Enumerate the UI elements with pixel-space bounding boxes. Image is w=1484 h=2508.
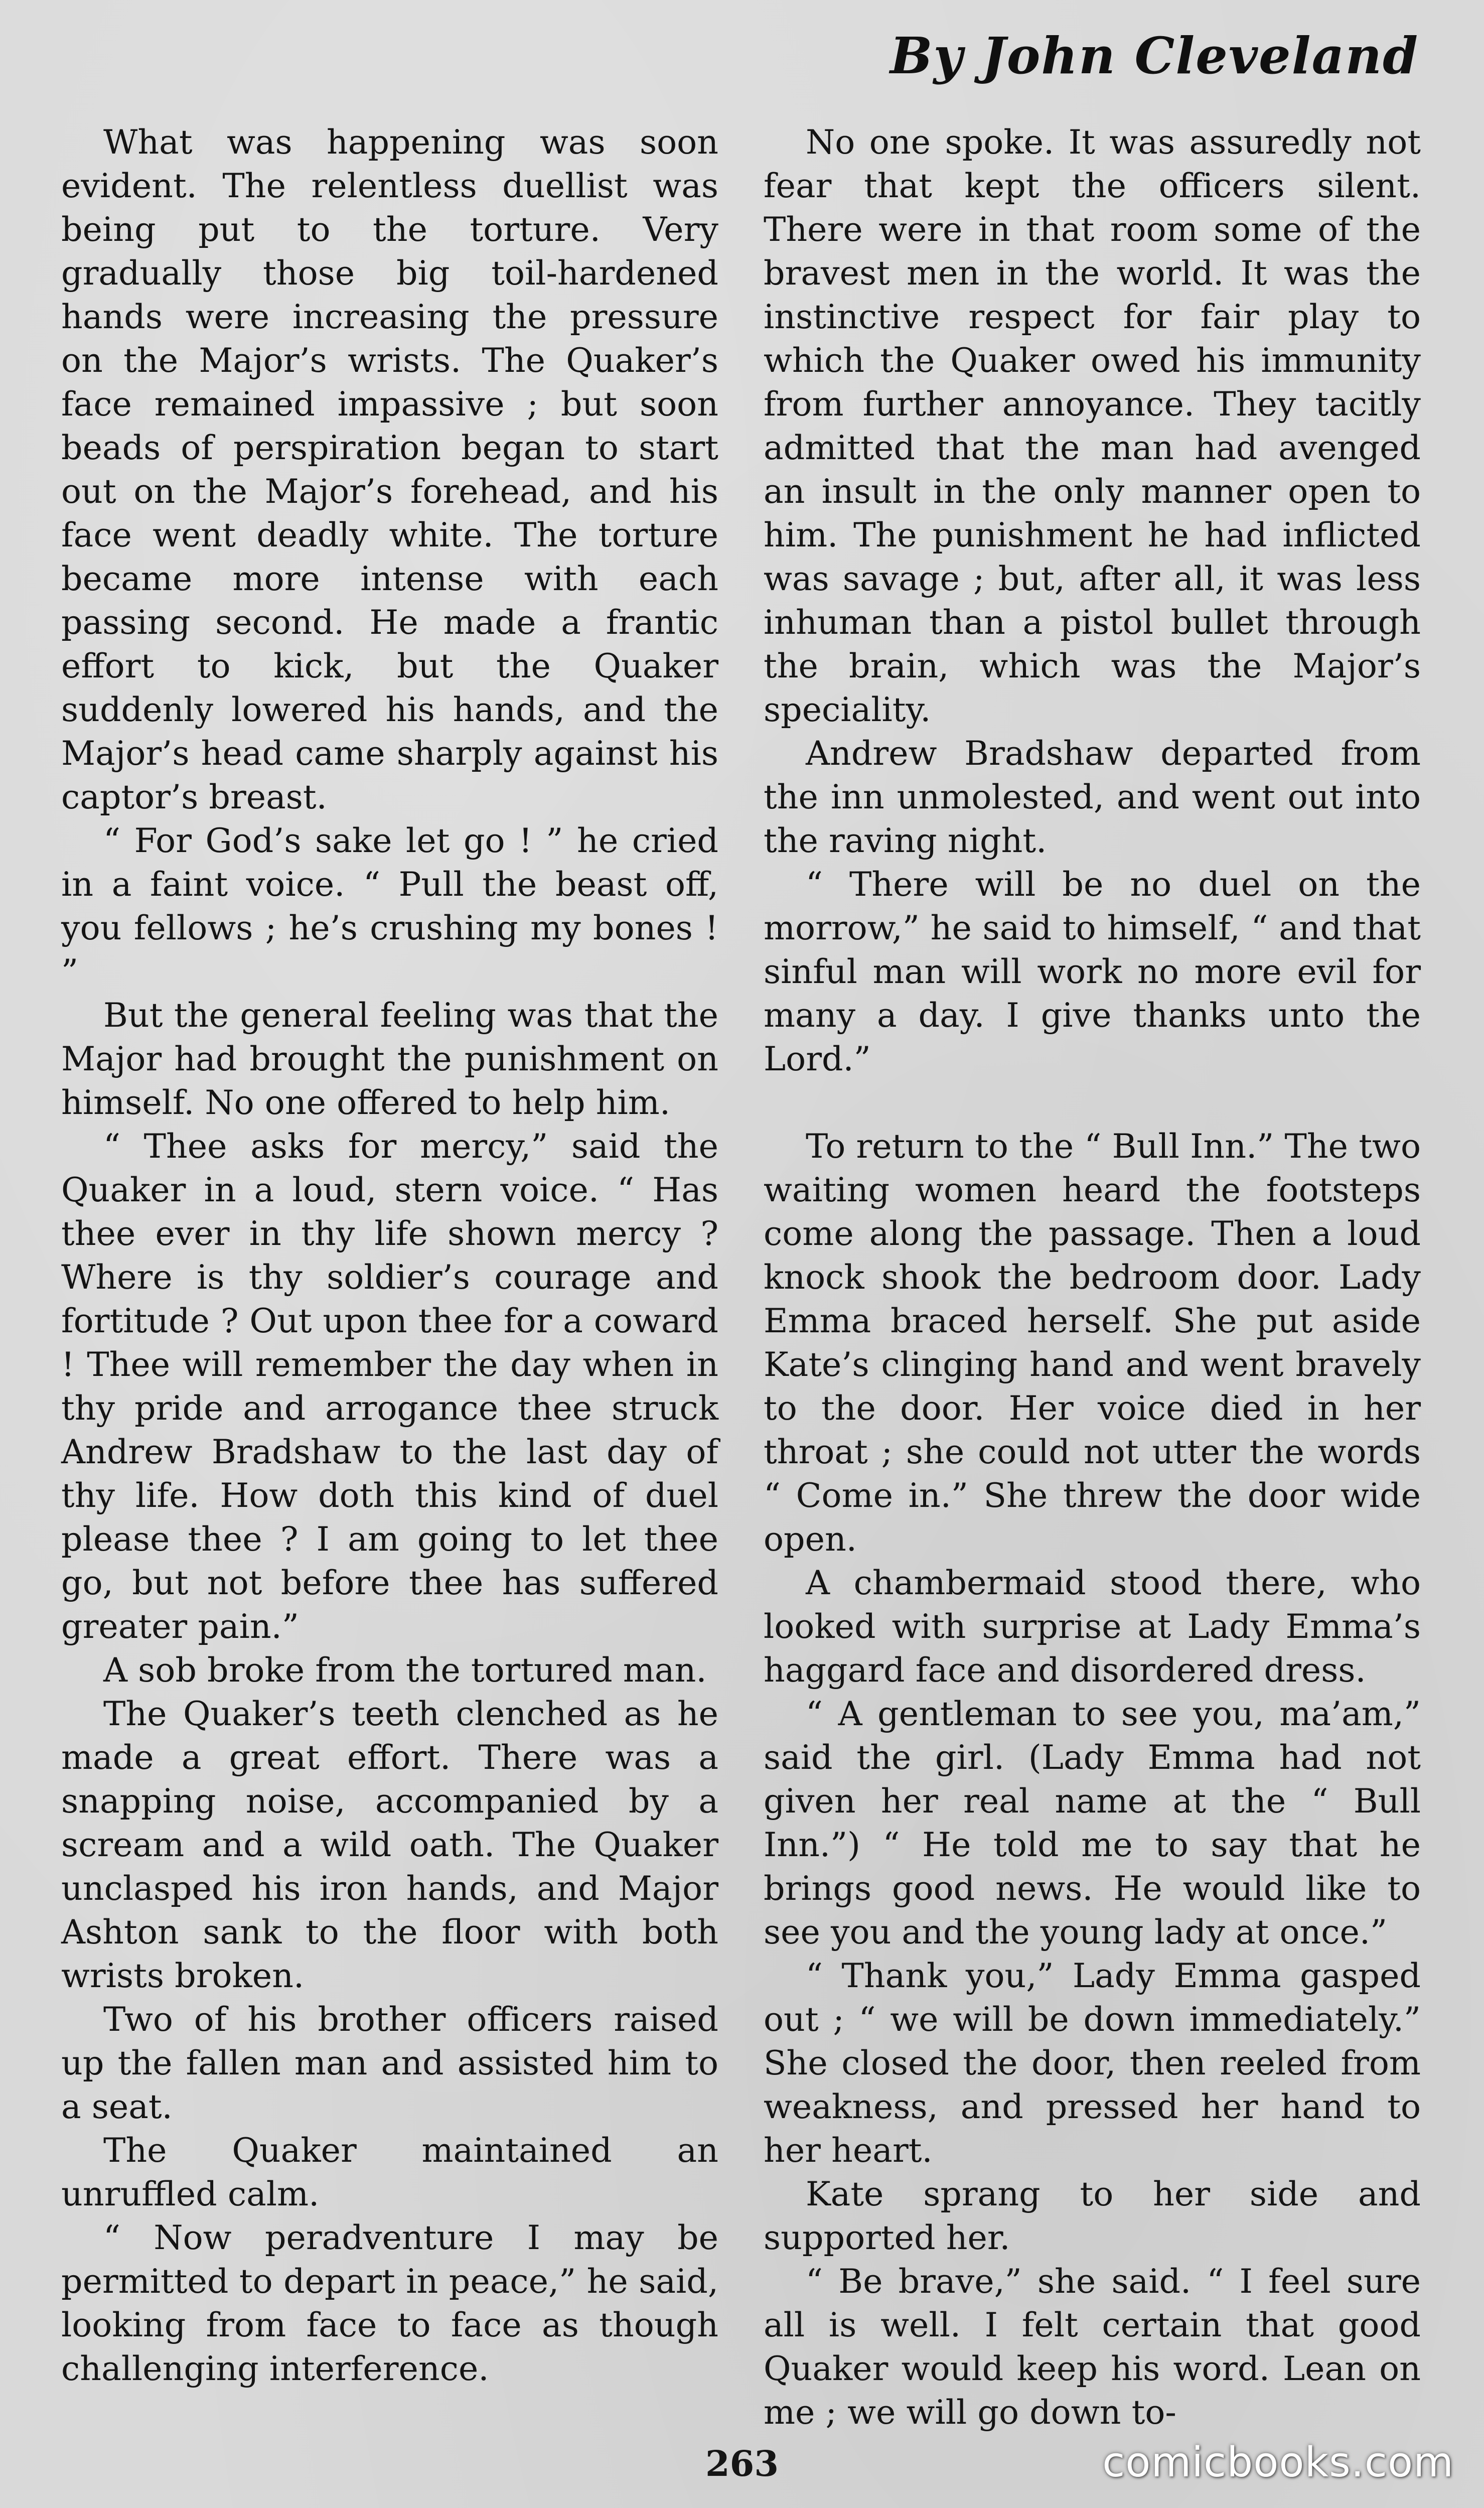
paragraph: Kate sprang to her side and supported her. bbox=[764, 2174, 1421, 2257]
paragraph: “ A gentleman to see you, ma’am,” said the girl. (Lady Emma had not given her real name at the “ Bull Inn.”) “ He told me to say that he brings good news. He would like to see you and the young lady at once.” bbox=[764, 1694, 1421, 1952]
left-text-column bbox=[61, 120, 718, 2391]
right-text-column bbox=[764, 120, 1421, 2434]
paragraph: “ Thee asks for mercy,” said the Quaker in a loud, stern voice. “ Has thee ever in thy life shown mercy ? Where is thy soldier’s courage and fortitude ? Out upon thee for a coward ! Thee will remember the day when in thy pride and arrogance thee struck Andrew Bradshaw to the last day of thy life. How doth this kind of duel please thee ? I am going to let thee go, but not before thee has suffered greater pain.” bbox=[61, 1127, 718, 1646]
paragraph: Two of his brother officers raised up the fallen man and assisted him to a seat. bbox=[61, 2000, 718, 2126]
paragraph: “ For God’s sake let go ! ” he cried in a faint voice. “ Pull the beast off, you fellows ; he’s crushing my bones ! ” bbox=[61, 821, 718, 991]
paragraph: The Quaker’s teeth clenched as he made a great effort. There was a snapping noise, accompanied by a scream and a wild oath. The Quaker unclasped his iron hands, and Major Ashton sank to the floor with both wrists broken. bbox=[61, 1694, 718, 1995]
paragraph: A sob broke from the tortured man. bbox=[103, 1650, 707, 1690]
paragraph: “ Thank you,” Lady Emma gasped out ; “ we will be down immediately.” She closed the door, then reeled from weakness, and pressed her hand to her heart. bbox=[764, 1956, 1421, 2170]
paragraph: The Quaker maintained an unruffled calm. bbox=[61, 2131, 718, 2213]
paragraph: “ Now peradventure I may be permitted to depart in peace,” he said, looking from face to face as though challenging interference. bbox=[61, 2218, 718, 2388]
paragraph: “ Be brave,” she said. “ I feel sure all is well. I felt certain that good Quaker would keep his word. Lean on me ; we will go down to- bbox=[764, 2262, 1421, 2432]
watermark-logo: comicbooks.com bbox=[1102, 2439, 1454, 2486]
paragraph: Andrew Bradshaw departed from the inn unmolested, and went out into the raving night. bbox=[764, 734, 1421, 860]
paragraph: But the general feeling was that the Major had brought the punishment on himself. No one offered to help him. bbox=[61, 996, 718, 1122]
paragraph: No one spoke. It was assuredly not fear that kept the officers silent. There were in that room some of the bravest men in the world. It was the instinctive respect for fair play to which the Quaker owed his immunity from further annoyance. They tacitly admitted that the man had avenged an insult in the only manner open to him. The punishment he had inflicted was savage ; but, after all, it was less inhuman than a pistol bullet through the brain, which was the Major’s speciality. bbox=[764, 122, 1421, 729]
paragraph: What was happening was soon evident. The relentless duellist was being put to the torture. Very gradually those big toil-hardened hands were increasing the pressure on the Major’s wrists. The Quaker’s face remained impassive ; but soon beads of perspiration began to start out on the Major’s forehead, and his face went deadly white. The torture became more intense with each passing second. He made a frantic effort to kick, but the Quaker suddenly lowered his hands, and the Major’s head came sharply against his captor’s breast. bbox=[61, 122, 718, 816]
paragraph: To return to the “ Bull Inn.” The two waiting women heard the footsteps come along the passage. Then a loud knock shook the bedroom door. Lady Emma braced herself. She put aside Kate’s clinging hand and went bravely to the door. Her voice died in her throat ; she could not utter the words “ Come in.” She threw the door wide open. bbox=[764, 1127, 1421, 1559]
paragraph: “ There will be no duel on the morrow,” he said to himself, “ and that sinful man will work no more evil for many a day. I give thanks unto the Lord.” bbox=[764, 865, 1421, 1078]
page-number: 263 bbox=[705, 2443, 779, 2484]
paragraph: A chambermaid stood there, who looked with surprise at Lady Emma’s haggard face and disordered dress. bbox=[764, 1563, 1421, 1690]
author-byline: By John Cleveland bbox=[889, 26, 1419, 85]
